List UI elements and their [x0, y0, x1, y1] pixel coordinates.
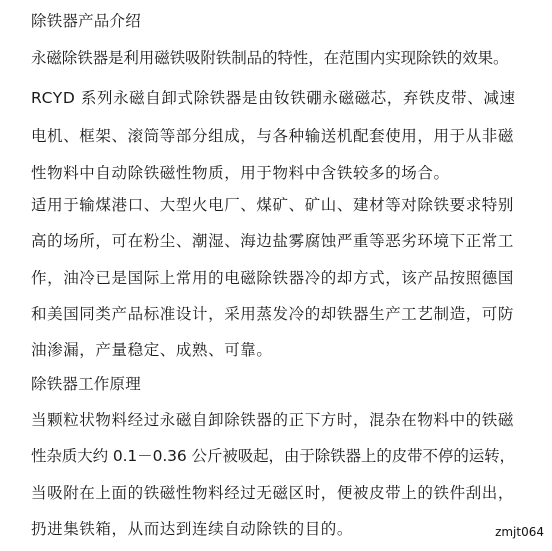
paragraph-line: 电机、框架、滚筒等部分组成，与各种输送机配套使用，用于从非磁	[31, 127, 515, 145]
paragraph-line: 性杂质大约 0.1－0.36 公斤被吸起，由于除铁器上的皮带不停的运转，	[31, 447, 515, 465]
paragraph-line: 扔进集铁箱，从而达到连续自动除铁的目的。	[31, 520, 354, 538]
section-heading-working-principle: 除铁器工作原理	[31, 375, 141, 393]
paragraph-line: 油渗漏，产量稳定、成熟、可靠。	[31, 341, 273, 359]
watermark-label: zmjt064	[495, 525, 544, 539]
section-heading-product-intro: 除铁器产品介绍	[31, 12, 141, 30]
paragraph-line: 和美国同类产品标准设计，采用蒸发冷的却铁器生产工艺制造，可防	[31, 305, 515, 323]
paragraph-line: 当颗粒状物料经过永磁自卸除铁器的正下方时，混杂在物料中的铁磁	[31, 411, 515, 429]
paragraph-line: 永磁除铁器是利用磁铁吸附铁制品的特性，在范围内实现除铁的效果。	[31, 49, 509, 67]
paragraph-line: 性物料中自动除铁磁性物质，用于物料中含铁较多的场合。	[31, 164, 450, 182]
paragraph-line: RCYD 系列永磁自卸式除铁器是由钕铁硼永磁磁芯，弃铁皮带、减速	[31, 89, 516, 107]
paragraph-line: 作，油冷已是国际上常用的电磁除铁器冷的却方式，该产品按照德国	[31, 269, 515, 287]
paragraph-line: 当吸附在上面的铁磁性物料经过无磁区时，便被皮带上的铁件刮出，	[31, 484, 515, 502]
paragraph-line: 适用于输煤港口、大型火电厂、煤矿、矿山、建材等对除铁要求特别	[31, 196, 515, 214]
paragraph-line: 高的场所，可在粉尘、潮湿、海边盐雾腐蚀严重等恶劣环境下正常工	[31, 232, 515, 250]
